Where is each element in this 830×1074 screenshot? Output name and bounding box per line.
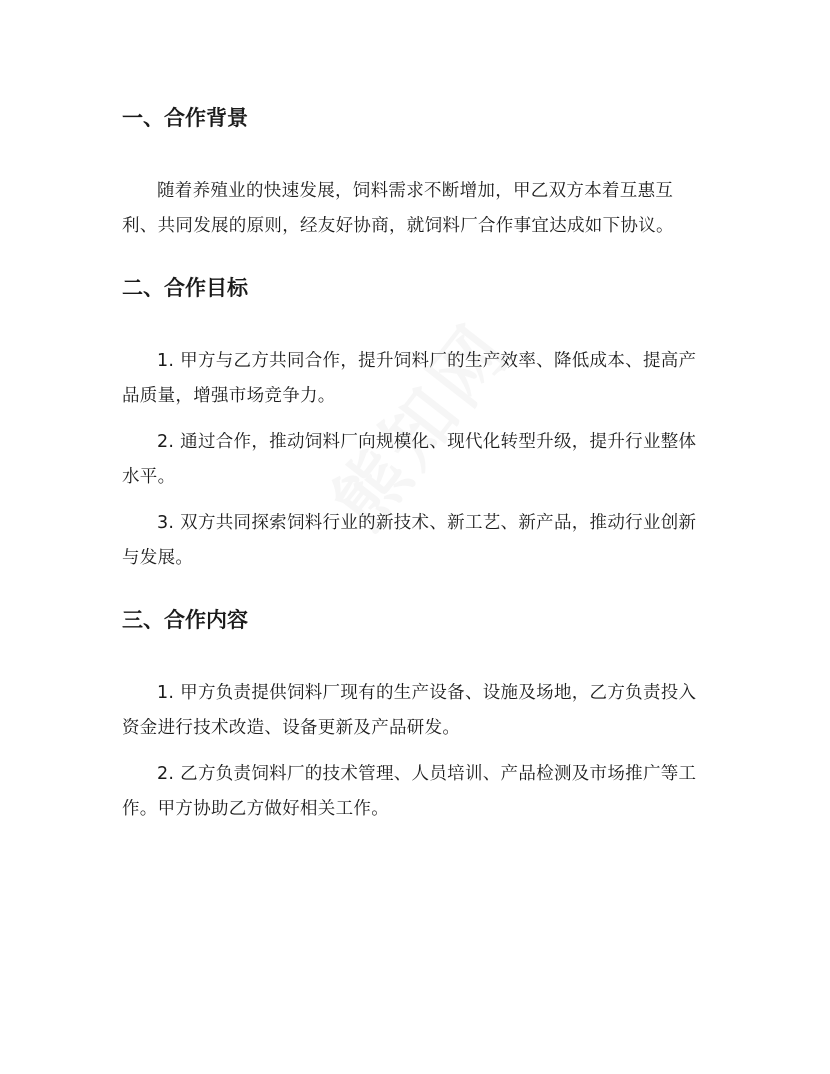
paragraph: 1. 甲方与乙方共同合作，提升饲料厂的生产效率、降低成本、提高产品质量，增强市场竞争力。 — [122, 351, 697, 406]
section-heading: 一、合作背景 — [122, 106, 248, 130]
paragraph: 2. 通过合作，推动饲料厂向规模化、现代化转型升级，提升行业整体水平。 — [122, 432, 697, 487]
paragraph: 3. 双方共同探索饲料行业的新技术、新工艺、新产品，推动行业创新与发展。 — [122, 513, 697, 568]
paragraph: 随着养殖业的快速发展，饲料需求不断增加，甲乙双方本着互惠互利、共同发展的原则，经友好协商，就饲料厂合作事宜达成如下协议。 — [122, 181, 674, 236]
paragraph: 1. 甲方负责提供饲料厂现有的生产设备、设施及场地，乙方负责投入资金进行技术改造、设备更新及产品研发。 — [122, 683, 697, 738]
document-content — [122, 96, 702, 827]
section-heading: 三、合作内容 — [122, 608, 248, 632]
paragraph: 2. 乙方负责饲料厂的技术管理、人员培训、产品检测及市场推广等工作。甲方协助乙方做好相关工作。 — [122, 764, 697, 819]
section-heading: 二、合作目标 — [122, 276, 248, 300]
